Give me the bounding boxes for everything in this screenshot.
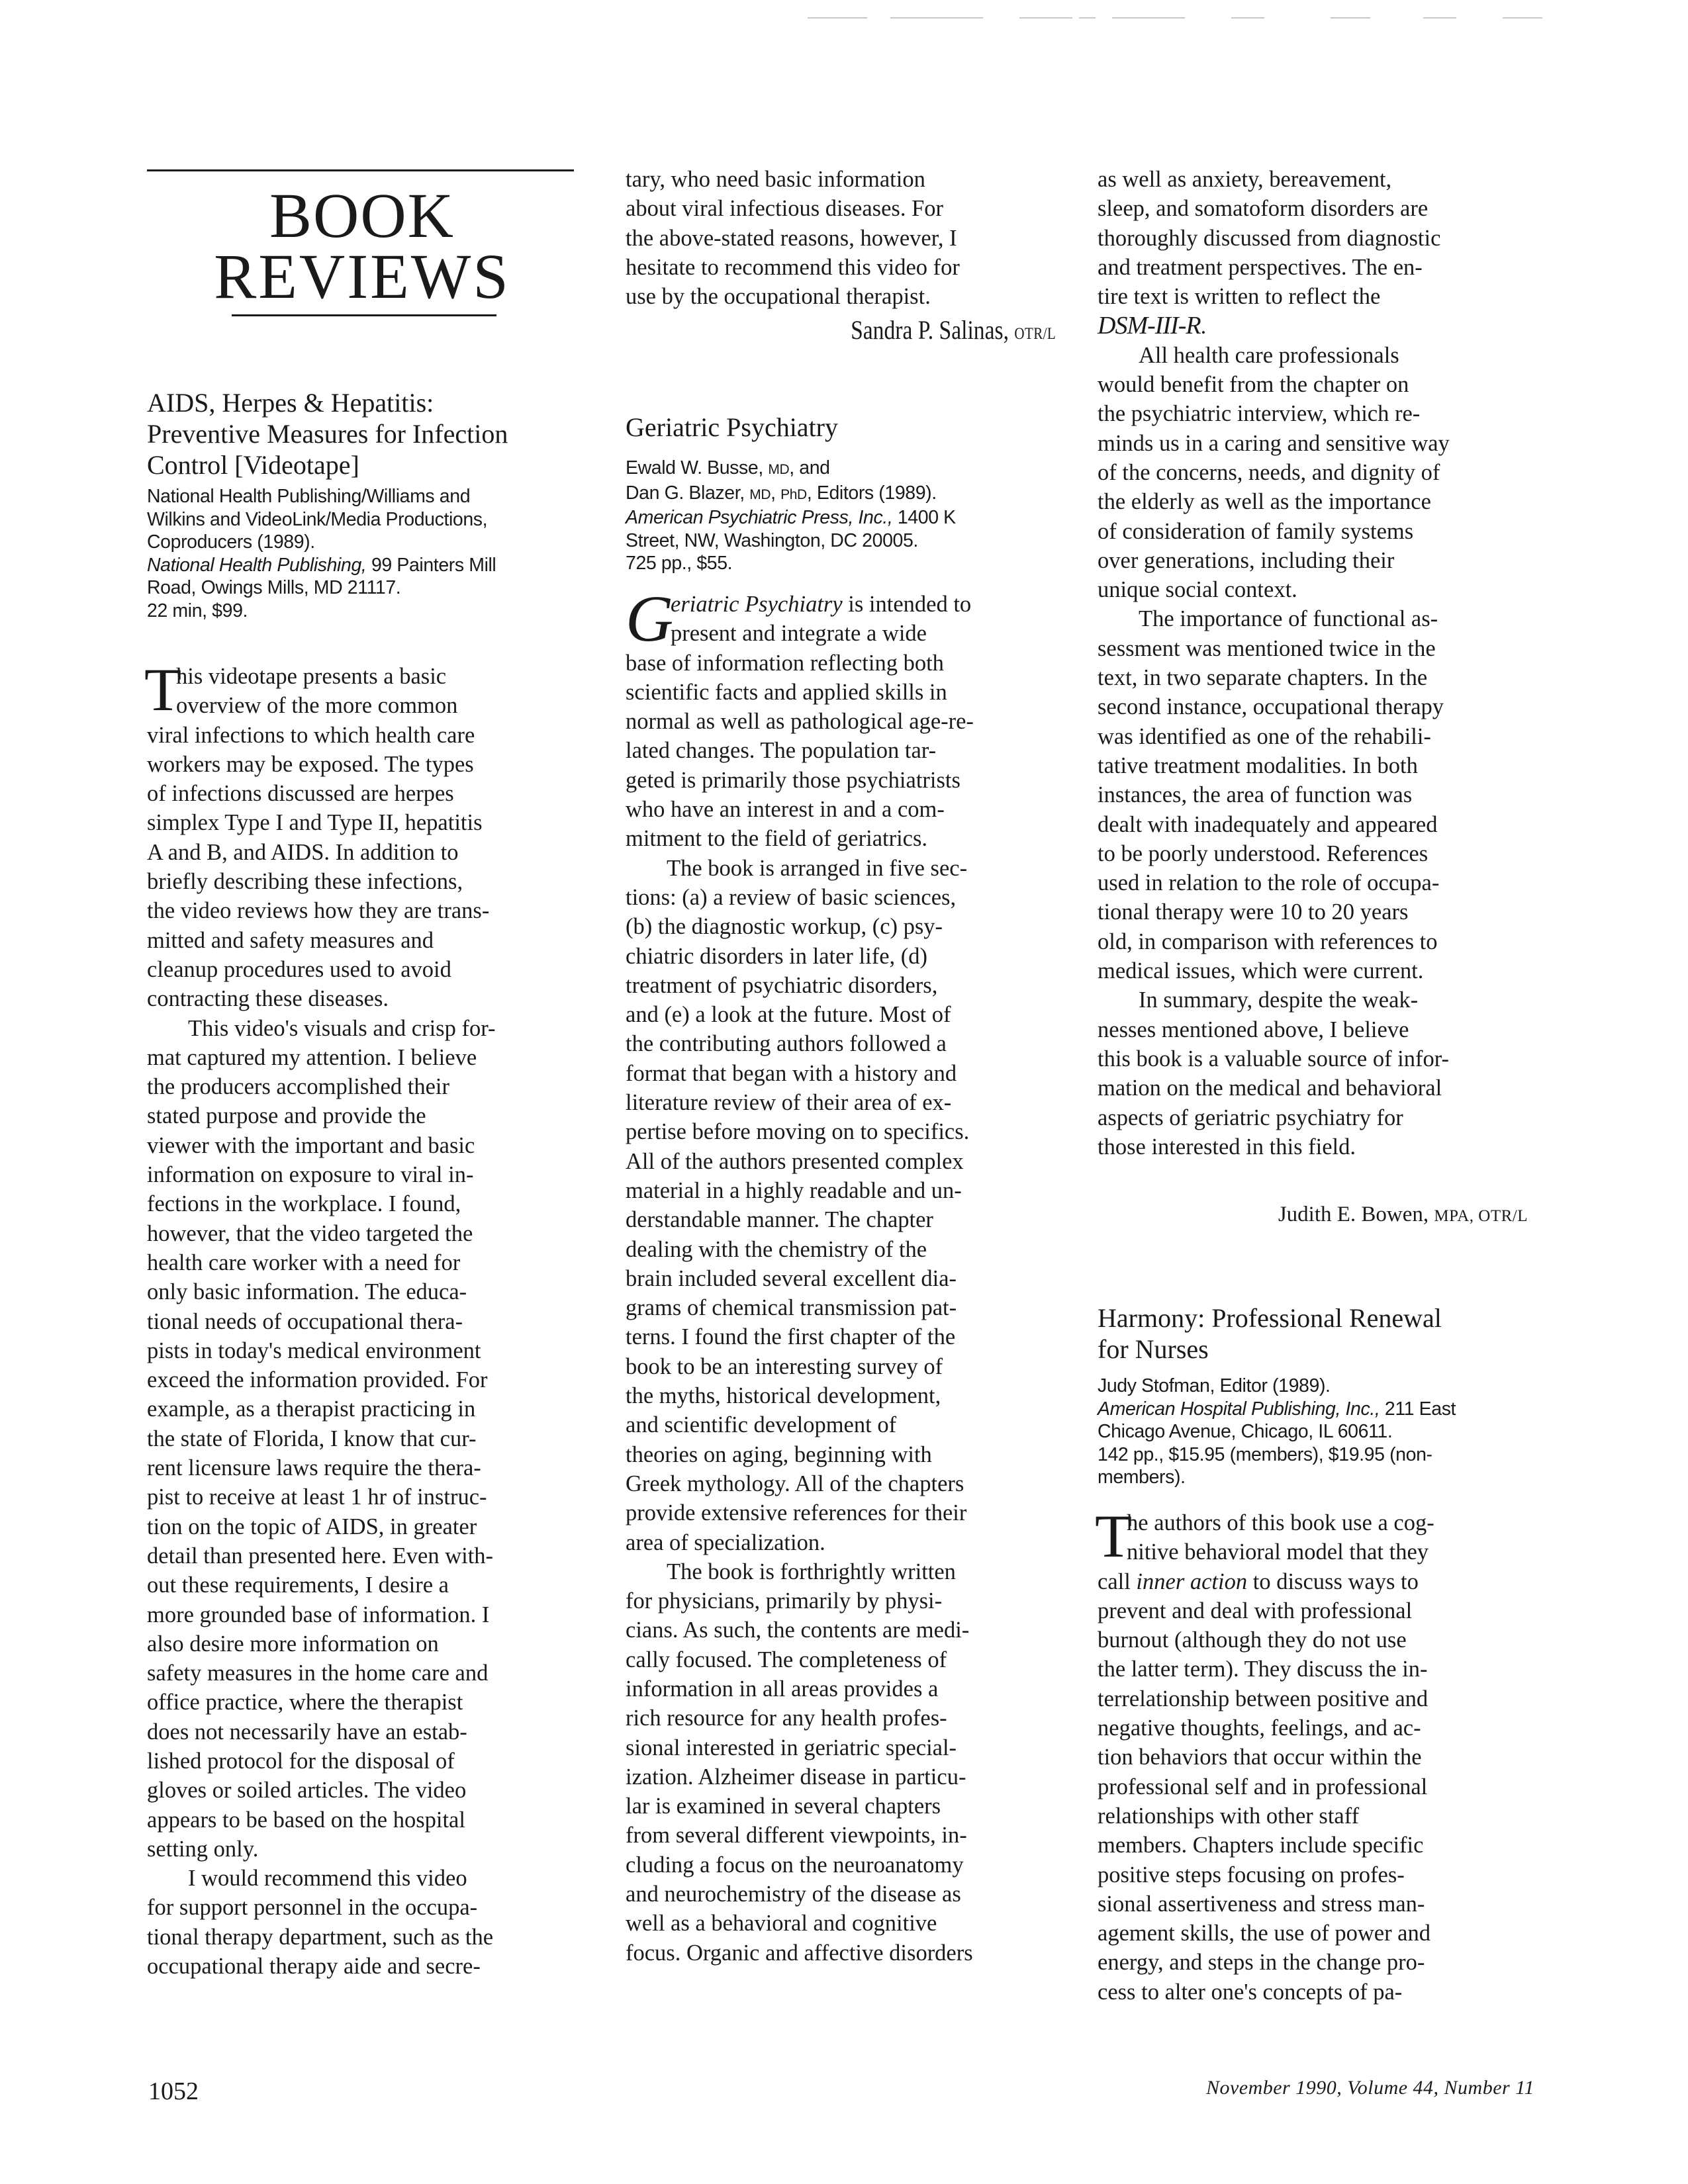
issue-info: November 1990, Volume 44, Number 11 [1205,2077,1534,2099]
review-title: AIDS, Herpes & Hepatitis: Preventive Measures for Infection Control [Videotape] [147,388,508,480]
review-bibliographic-info: Judy Stofman, Editor (1989). American Hospital Publishing, Inc., 211 East Chicago Avenue, Chicago, IL 60611. 142 pp., $15.95 (members), $19.95 (non- members). [1098,1375,1456,1488]
reviewer-name: Sandra P. Salinas, [850,315,1009,345]
review-title: Geriatric Psychiatry [626,412,838,442]
book-title-italic: eriatric Psychiatry [671,592,843,617]
masthead-top-rule [147,169,574,171]
review-bibliographic-info: National Health Publishing/Williams and Wilkins and VideoLink/Media Productions, Coproducers (1989). National Health Publishing, 99 Painters Mill Road, Owings Mills, MD 21117. 22 min, $99. [147,486,496,621]
drop-cap: G [626,582,674,655]
publisher-name: American Psychiatric Press, Inc., [626,507,893,528]
scan-artifact-strip [794,15,1668,21]
review-body: T his videotape presents a basic overview of the more common viral infections to which health care workers may be exposed. The types of infections discussed are herpes simplex Type I and Type II, hepatitis A and B, and AIDS. In addition to briefly describing these infections, the video reviews how they are trans- mitted and safety measures and cleanup procedures used to avoid contracting these diseases. This video's visuals and crisp for- mat captured my attention. I believe the producers accomplished their stated purpose and provide the viewer with the important and basic information on exposure to viral in- fections in the workplace. I found, however, that the video targeted the health care worker with a need for only basic information. The educa- tional needs of occupational thera- pists in today's medical environment exceed the information provided. For example, as a therapist practicing in the state of Florida, I know that cur- rent licensure laws require the thera- pist to receive at least 1 hr of instruc- tion on the topic of AIDS, in greater detail than presented here. Even with- out these requirements, I desire a more grounded base of information. I also desire more information on safety measures in the home care and office practice, where the therapist does not necessarily have an estab- lished protocol for the disposal of gloves or soiled articles. The video appears to be based on the hospital setting only. I would recommend this video for support personnel in the occupa- tional therapy department, such as the occupational therapy aide and secre- [144,656,496,1979]
masthead-line-1: BOOK [269,180,455,251]
page-number: 1052 [148,2077,199,2105]
review-body-continued: tary, who need basic information about viral infectious diseases. For the above-stated reasons, however, I hesitate to recommend this video for use by the occupational therapist. [626,167,960,310]
review-body: T he authors of this book use a cog- nitive behavioral model that they call inner action to discuss ways to prevent and deal with professional burnout (although they do not use the latter term). They discuss the in- terrelationship between positive and negative thoughts, feelings, and ac- tion behaviors that occur within the professional self and in professional relationships with other staff members. Chapters include specific positive steps focusing on profes- sional assertiveness and stress man- agement skills, the use of power and energy, and steps in the change pro- cess to alter one's concepts of pa- [1095,1502,1434,2005]
review-bibliographic-info: Ewald W. Busse, MD, and Dan G. Blazer, MD, PhD, Editors (1989). American Psychiatric Press, Inc., 1400 K Street, NW, Washington, DC 20005. 725 pp., $55. [626,457,956,574]
term-italic: inner action [1136,1569,1248,1594]
review-body: G eriatric Psychiatry is intended to present and integrate a wide base of information reflecting both scientific facts and applied skills in normal as well as pathological age-re- lated changes. The population tar- geted is primarily those psychiatrists who have an interest in and a com- mitment to the field of geriatrics. The book is arranged in five sec- tions: (a) a review of basic sciences, (b) the diagnostic workup, (c) psy- chiatric disorders in later life, (d) treatment of psychiatric disorders, and (e) a look at the future. Most of the contributing authors followed a format that began with a history and literature review of their area of ex- pertise before moving on to specifics. All of the authors presented complex material in a highly readable and un- derstandable manner. The chapter dealing with the chemistry of the brain included several excellent dia- grams of chemical transmission pat- terns. I found the first chapter of the book to be an interesting survey of the myths, historical development, and scientific development of theories on aging, beginning with Greek mythology. All of the chapters provide extensive references for their area of specialization. The book is forthrightly written for physicians, primarily by physi- cians. As such, the contents are medi- cally focused. The completeness of information in all areas provides a rich resource for any health profes- sional interested in geriatric special- ization. Alzheimer disease in particu- lar is examined in several chapters from several different viewpoints, in- cluding a focus on the neuroanatomy and neurochemistry of the disease as well as a behavioral and cognitive focus. Organic and affective disorders [626,582,974,1966]
publisher-name: American Hospital Publishing, Inc., [1098,1398,1380,1420]
drop-cap: T [144,656,182,723]
masthead-line-2: REVIEWS [214,241,510,312]
review-title: Harmony: Professional Renewal for Nurses [1098,1303,1442,1364]
review-body-continued: as well as anxiety, bereavement, sleep, and somatoform disorders are thoroughly discussed from diagnostic and treatment perspectives. The en- tire text is written to reflect the DSM-III-R. All health care professionals would benefit from the chapter on the psychiatric interview, which re- minds us in a caring and sensitive way of the concerns, needs, and dignity of the elderly as well as the importance of consideration of family systems over generations, including their unique social context. The importance of functional as- sessment was mentioned twice in the text, in two separate chapters. In the second instance, occupational therapy was identified as one of the rehabili- tative treatment modalities. In both instances, the area of function was dealt with inadequately and appeared to be poorly understood. References used in relation to the role of occupa- tional therapy were 10 to 20 years old, in comparison with references to medical issues, which were current. In summary, despite the weak- nesses mentioned above, I believe this book is a valuable source of infor- mation on the medical and behavioral aspects of geriatric psychiatry for those interested in this field. [1098,167,1450,1160]
section-masthead [147,180,577,312]
dsm-reference: DSM-III-R [1098,312,1201,340]
drop-cap: T [1095,1502,1133,1570]
masthead-bottom-rule [232,314,496,316]
reviewer-signature [1278,1203,1528,1227]
reviewer-credentials: OTR/L [1014,325,1056,343]
reviewer-signature [851,314,1056,345]
reviewer-name: Judith E. Bowen, [1278,1203,1429,1226]
reviewer-credentials: MPA, OTR/L [1434,1207,1528,1225]
publisher-name: National Health Publishing, [147,554,367,576]
